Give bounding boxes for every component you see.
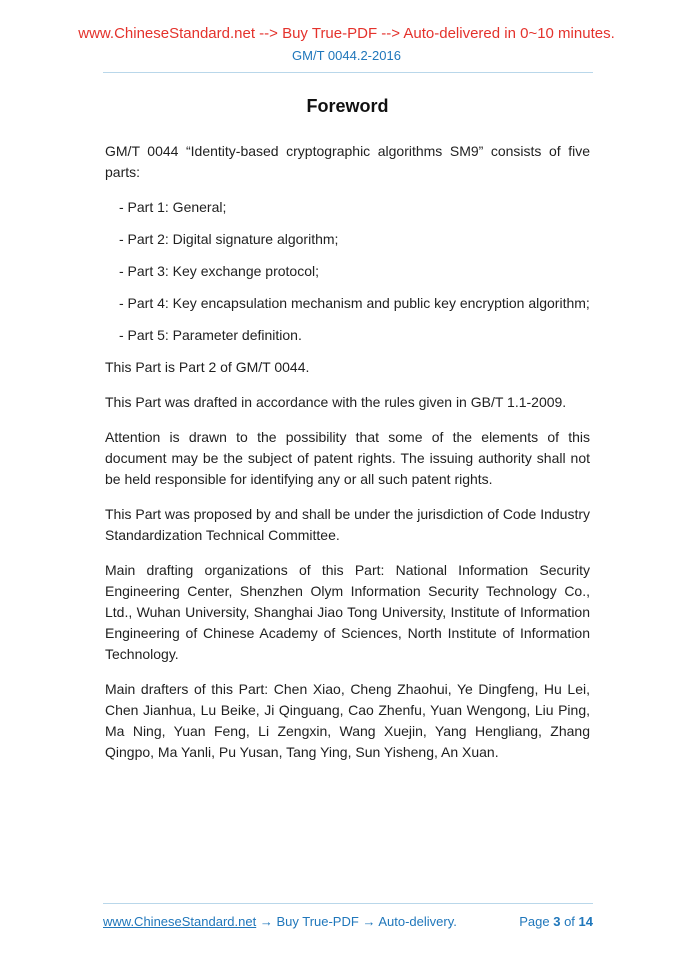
list-item: - Part 4: Key encapsulation mechanism and public key encryption algorithm; xyxy=(119,295,590,311)
body-paragraph: This Part was proposed by and shall be under the jurisdiction of Code Industry Standardization Technical Committee. xyxy=(105,506,590,543)
footer-buy-text: Buy True-PDF xyxy=(276,914,359,929)
total-page-number: 14 xyxy=(578,914,593,929)
standard-number: GM/T 0044.2-2016 xyxy=(292,48,401,63)
page-title: Foreword xyxy=(306,96,389,116)
body-paragraph: This Part is Part 2 of GM/T 0044. xyxy=(105,359,310,375)
page-indicator xyxy=(519,914,593,930)
intro-paragraph: GM/T 0044 “Identity-based cryptographic algorithms SM9” consists of five parts: xyxy=(105,143,590,180)
page-label: Page xyxy=(519,914,550,929)
body-paragraph: Main drafting organizations of this Part: National Information Security Engineering Center, Shenzhen Olym Information Security Technology Co., Ltd., Wuhan University, Shanghai Jiao Tong University, Institute of Information Engineering of Chinese Academy of Sciences, North Institute of Information Technology. xyxy=(105,562,590,662)
footer-divider xyxy=(103,903,593,904)
website-link[interactable]: www.ChineseStandard.net xyxy=(103,914,257,929)
list-item: - Part 5: Parameter definition. xyxy=(119,327,302,343)
body-paragraph: This Part was drafted in accordance with the rules given in GB/T 1.1-2009. xyxy=(105,394,567,410)
body-paragraph: Attention is drawn to the possibility that some of the elements of this document may be the subject of patent rights. The issuing authority shall not be held responsible for identifying any or all such patent rights. xyxy=(105,429,590,487)
document-body xyxy=(0,95,693,763)
list-item: - Part 3: Key exchange protocol; xyxy=(119,263,319,279)
body-paragraph: Main drafters of this Part: Chen Xiao, Cheng Zhaohui, Ye Dingfeng, Hu Lei, Chen Jianhua, Lu Beike, Ji Qinguang, Cao Zhenfu, Yuan Wengong, Liu Ping, Ma Ning, Yuan Feng, Li Zengxin, Wang Xuejin, Yang Hengliang, Zhang Qingpo, Ma Yanli, Pu Yusan, Tang Ying, Sun Yisheng, An Xuan. xyxy=(105,681,590,760)
footer-delivery-text: Auto-delivery. xyxy=(378,914,457,929)
of-label: of xyxy=(564,914,575,929)
promo-banner: www.ChineseStandard.net --> Buy True-PDF --> Auto-delivered in 0~10 minutes. xyxy=(78,25,615,42)
header-divider xyxy=(103,72,593,73)
arrow-icon: → xyxy=(362,914,376,929)
footer-promo xyxy=(103,914,457,930)
parts-list xyxy=(105,197,590,346)
list-item: - Part 1: General; xyxy=(119,199,227,215)
current-page-number: 3 xyxy=(553,914,561,929)
arrow-icon: → xyxy=(259,914,273,929)
page-footer xyxy=(103,903,593,930)
list-item: - Part 2: Digital signature algorithm; xyxy=(119,231,339,247)
